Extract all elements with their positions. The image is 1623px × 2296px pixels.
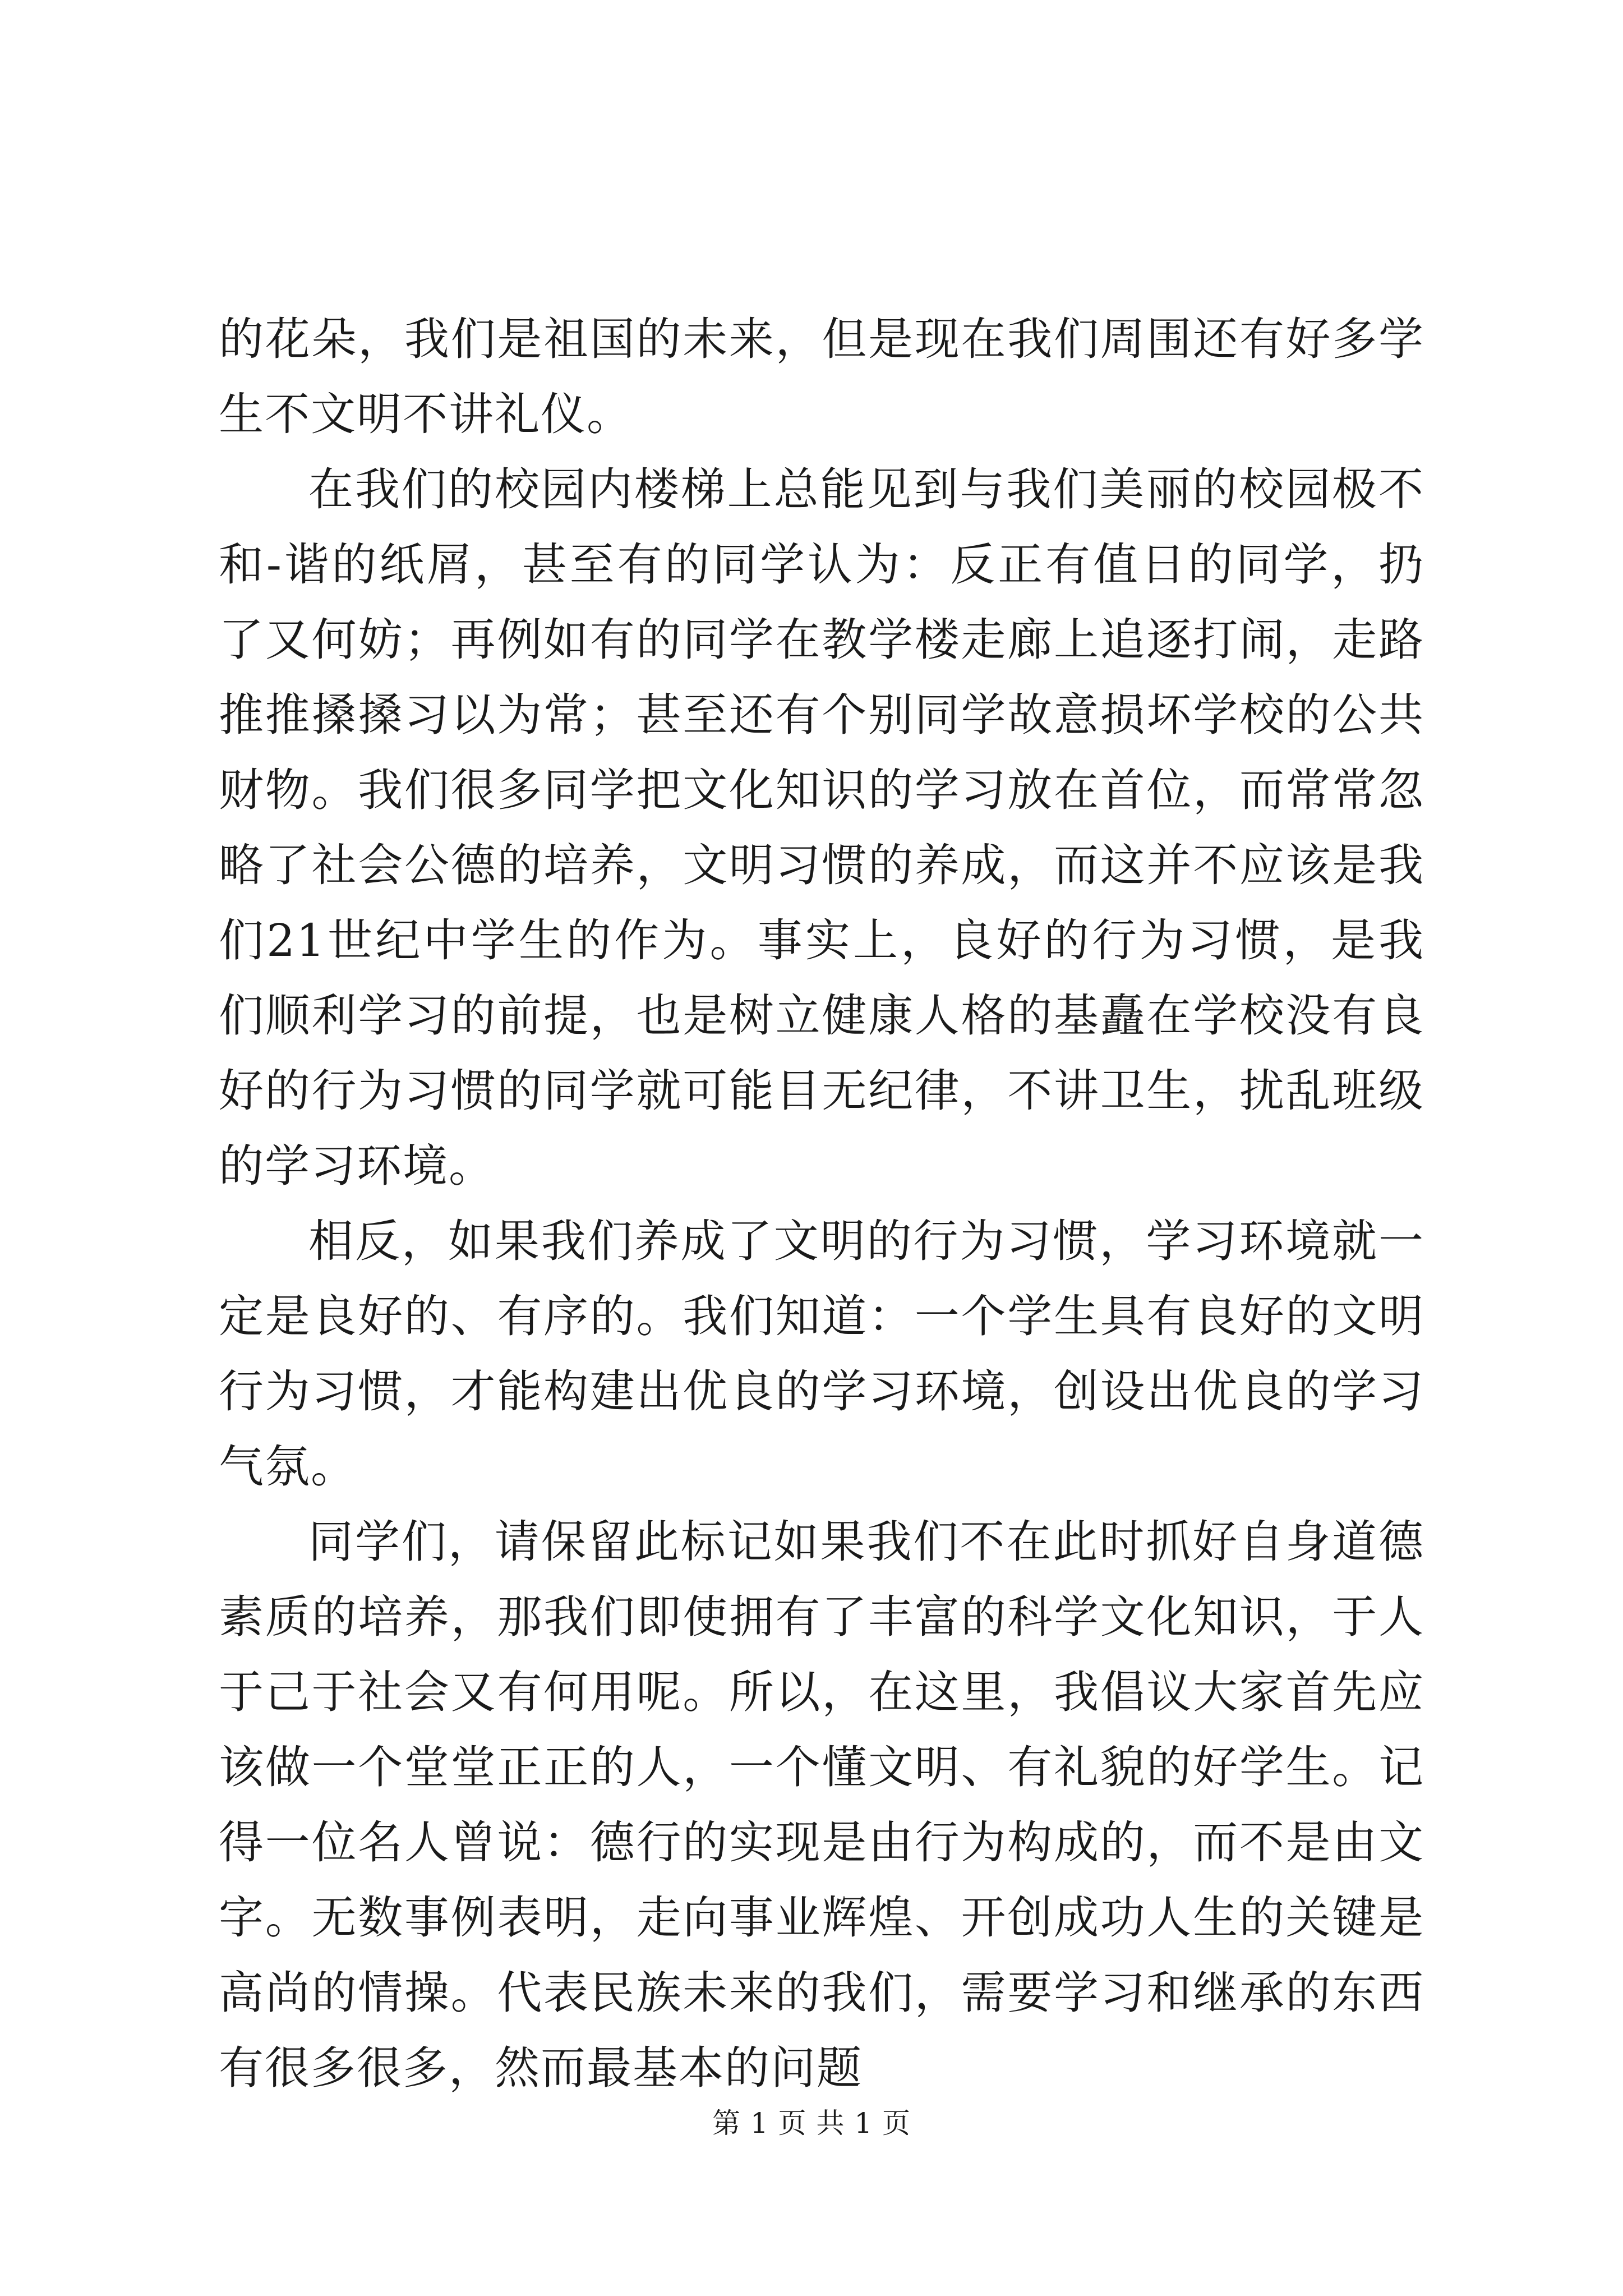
document-body <box>219 302 1424 2106</box>
paragraph-3: 相反，如果我们养成了文明的行为习惯，学习环境就一定是良好的、有序的。我们知道：一个学生具有良好的文明行为习惯，才能构建出优良的学习环境，创设出优良的学习气氛。 <box>219 1215 1424 1493</box>
paragraph-4: 同学们，请保留此标记如果我们不在此时抓好自身道德素质的培养，那我们即使拥有了丰富的科学文化知识，于人于己于社会又有何用呢。所以，在这里，我倡议大家首先应该做一个堂堂正正的人，一个懂文明、有礼貌的好学生。记得一位名人曾说：德行的实现是由行为构成的，而不是由文字。无数事例表明，走向事业辉煌、开创成功人生的关键是高尚的情操。代表民族未来的我们，需要学习和继承的东西有很多很多，然而最基本的问题 <box>219 1516 1424 2094</box>
paragraph-2: 在我们的校园内楼梯上总能见到与我们美丽的校园极不和-谐的纸屑，甚至有的同学认为：反正有值日的同学，扔了又何妨；再例如有的同学在教学楼走廊上追逐打闹，走路推推搡搡习以为常；甚至还有个别同学故意损坏学校的公共财物。我们很多同学把文化知识的学习放在首位，而常常忽略了社会公德的培养，文明习惯的养成，而这并不应该是我们21世纪中学生的作为。事实上，良好的行为习惯，是我们顺利学习的前提，也是树立健康人格的基矗在学校没有良好的行为习惯的同学就可能目无纪律，不讲卫生，扰乱班级的学习环境。 <box>219 463 1424 1192</box>
page-footer: 第 1 页 共 1 页 <box>712 2107 911 2139</box>
paragraph-1: 的花朵，我们是祖国的未来，但是现在我们周围还有好多学生不文明不讲礼仪。 <box>219 313 1424 440</box>
